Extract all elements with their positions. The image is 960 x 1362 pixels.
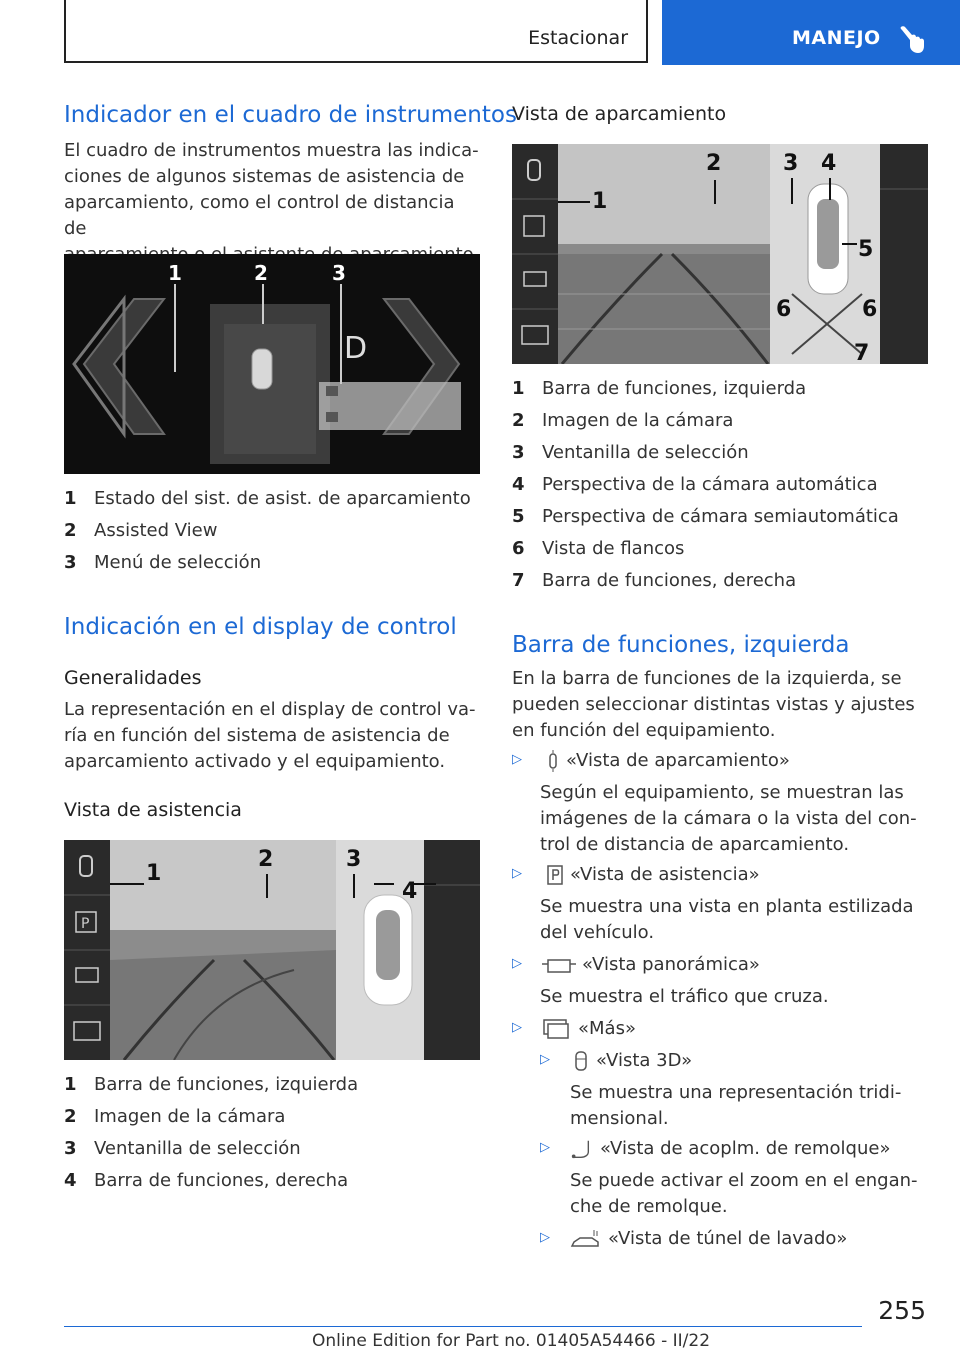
bullet-label: «Más»	[578, 1018, 636, 1039]
legend-number: 2	[64, 1106, 77, 1127]
callout-2: 2	[254, 261, 268, 285]
heading-left-function-bar: Barra de funciones, izquierda	[512, 632, 850, 658]
description-line: Se muestra el tráfico que cruza.	[540, 986, 829, 1007]
callout-3: 3	[332, 261, 346, 285]
panorama-cross-traffic-icon	[542, 954, 576, 976]
page-number: 255	[878, 1296, 926, 1325]
paragraph-line: La representación en el display de control va-	[64, 699, 476, 720]
legend-item	[512, 474, 928, 506]
heading-assist-view: Vista de asistencia	[64, 799, 242, 821]
legend-item	[64, 552, 480, 584]
instrument-cluster-illustration	[64, 254, 480, 474]
description-line: che de remolque.	[570, 1196, 728, 1217]
bullet-description	[570, 1080, 901, 1132]
legend-text: Perspectiva de cámara semiautomática	[542, 506, 899, 527]
legend-instrument-cluster	[64, 488, 480, 584]
legend-number: 2	[512, 410, 525, 431]
header-chapter-tab[interactable]	[662, 0, 960, 65]
bullet-label: «Vista panorámica»	[582, 954, 760, 975]
legend-number: 3	[64, 1138, 77, 1159]
callout-1: 1	[592, 189, 608, 214]
legend-item	[512, 442, 928, 474]
callout-6-right: 6	[862, 297, 878, 322]
callout-1: 1	[146, 861, 162, 886]
legend-text: Barra de funciones, derecha	[94, 1170, 349, 1191]
legend-item	[64, 1106, 480, 1138]
bullet-description	[570, 1168, 918, 1220]
bullet-description	[540, 894, 914, 946]
assist-view-figure	[64, 840, 480, 1060]
heading-control-display: Indicación en el display de control	[64, 614, 457, 640]
callout-4: 4	[821, 151, 837, 176]
callout-7: 7	[854, 341, 870, 364]
header-chapter-label: MANEJO	[792, 27, 881, 49]
legend-item	[64, 1170, 480, 1202]
legend-assist-view	[64, 1074, 480, 1202]
header-section-title: Estacionar	[528, 27, 628, 49]
description-line: Se muestra una representación tridi-	[570, 1082, 902, 1103]
bullet-description	[540, 780, 917, 858]
bullet-marker: ▷	[540, 1230, 550, 1245]
legend-text: Barra de funciones, izquierda	[542, 378, 807, 399]
bullet-marker: ▷	[512, 866, 522, 881]
paragraph-line: en función del equipamiento.	[512, 720, 776, 741]
callout-5: 5	[858, 237, 874, 262]
heading-general: Generalidades	[64, 667, 202, 689]
description-line: del vehículo.	[540, 922, 655, 943]
assist-view-illustration	[64, 840, 480, 1060]
legend-item	[512, 378, 928, 410]
header-section-box	[64, 0, 648, 63]
paragraph-line: aparcamiento activado y el equipamiento.	[64, 751, 446, 772]
pointing-hand-icon	[898, 24, 924, 54]
car-wash-icon	[570, 1228, 600, 1250]
paragraph-instrument-cluster	[64, 138, 480, 268]
gear-indicator: D	[344, 331, 368, 366]
bullet-label: «Vista de asistencia»	[570, 864, 760, 885]
park-icon-label: P	[81, 916, 90, 932]
park-sign-icon	[544, 864, 566, 886]
paragraph-line: aparcamiento, como el control de distancia de	[64, 192, 455, 239]
description-line: Se puede activar el zoom en el engan-	[570, 1170, 918, 1191]
callout-4: 4	[402, 879, 418, 904]
legend-item	[512, 570, 928, 602]
parking-sensor-icon	[542, 750, 564, 772]
paragraph-line: pueden seleccionar distintas vistas y ajustes	[512, 694, 915, 715]
legend-text: Barra de funciones, derecha	[542, 570, 797, 591]
legend-number: 3	[512, 442, 525, 463]
paragraph-line: En la barra de funciones de la izquierda, se	[512, 668, 902, 689]
instrument-cluster-figure	[64, 254, 480, 474]
legend-text: Ventanilla de selección	[542, 442, 749, 463]
legend-number: 4	[64, 1170, 77, 1191]
legend-number: 5	[512, 506, 525, 527]
legend-text: Imagen de la cámara	[94, 1106, 286, 1127]
bullet-description	[540, 984, 829, 1010]
callout-2: 2	[258, 847, 274, 872]
callout-3: 3	[783, 151, 799, 176]
footer-divider	[64, 1326, 862, 1327]
legend-text: Estado del sist. de asist. de aparcamiento	[94, 488, 471, 509]
bullet-marker: ▷	[540, 1140, 550, 1155]
legend-number: 1	[512, 378, 525, 399]
legend-item	[64, 1074, 480, 1106]
legend-text: Vista de flancos	[542, 538, 685, 559]
description-line: imágenes de la cámara o la vista del con-	[540, 808, 917, 829]
heading-parking-view: Vista de aparcamiento	[512, 103, 727, 125]
legend-text: Perspectiva de la cámara automática	[542, 474, 878, 495]
bullet-label: «Vista de túnel de lavado»	[608, 1228, 848, 1249]
legend-number: 4	[512, 474, 525, 495]
parking-view-illustration	[512, 144, 928, 364]
legend-number: 6	[512, 538, 525, 559]
description-line: Según el equipamiento, se muestran las	[540, 782, 904, 803]
bullet-marker: ▷	[512, 1020, 522, 1035]
description-line: Se muestra una vista en planta estilizada	[540, 896, 914, 917]
callout-3: 3	[346, 847, 362, 872]
trailer-hitch-icon	[570, 1138, 592, 1160]
legend-item	[64, 520, 480, 552]
bullet-marker: ▷	[512, 956, 522, 971]
legend-parking-view	[512, 378, 928, 602]
callout-2: 2	[706, 151, 722, 176]
paragraph-left-function-bar	[512, 666, 928, 744]
paragraph-line: ciones de algunos sistemas de asistencia de	[64, 166, 465, 187]
legend-number: 3	[64, 552, 77, 573]
legend-text: Ventanilla de selección	[94, 1138, 301, 1159]
paragraph-line: ría en función del sistema de asistencia de	[64, 725, 450, 746]
paragraph-line: El cuadro de instrumentos muestra las indica-	[64, 140, 479, 161]
bullet-marker: ▷	[540, 1052, 550, 1067]
3d-car-icon	[570, 1050, 592, 1072]
legend-number: 1	[64, 488, 77, 509]
legend-text: Assisted View	[94, 520, 218, 541]
legend-text: Imagen de la cámara	[542, 410, 734, 431]
bullet-marker: ▷	[512, 752, 522, 767]
legend-text: Menú de selección	[94, 552, 262, 573]
bullet-label: «Vista de acoplm. de remolque»	[600, 1138, 891, 1159]
paragraph-general	[64, 697, 480, 775]
more-views-icon	[542, 1018, 570, 1040]
legend-number: 7	[512, 570, 525, 591]
description-line: mensional.	[570, 1108, 669, 1129]
footer-edition-text: Online Edition for Part no. 01405A54466 - II/22	[312, 1331, 711, 1351]
description-line: trol de distancia de aparcamiento.	[540, 834, 850, 855]
legend-item	[64, 1138, 480, 1170]
legend-number: 2	[64, 520, 77, 541]
legend-text: Barra de funciones, izquierda	[94, 1074, 359, 1095]
bullet-label: «Vista de aparcamiento»	[566, 750, 790, 771]
heading-instrument-cluster: Indicador en el cuadro de instrumentos	[64, 102, 517, 128]
legend-item	[512, 538, 928, 570]
callout-1: 1	[168, 261, 182, 285]
callout-6-left: 6	[776, 297, 792, 322]
legend-item	[64, 488, 480, 520]
parking-view-figure	[512, 144, 928, 364]
bullet-label: «Vista 3D»	[596, 1050, 693, 1071]
legend-number: 1	[64, 1074, 77, 1095]
legend-item	[512, 506, 928, 538]
legend-item	[512, 410, 928, 442]
